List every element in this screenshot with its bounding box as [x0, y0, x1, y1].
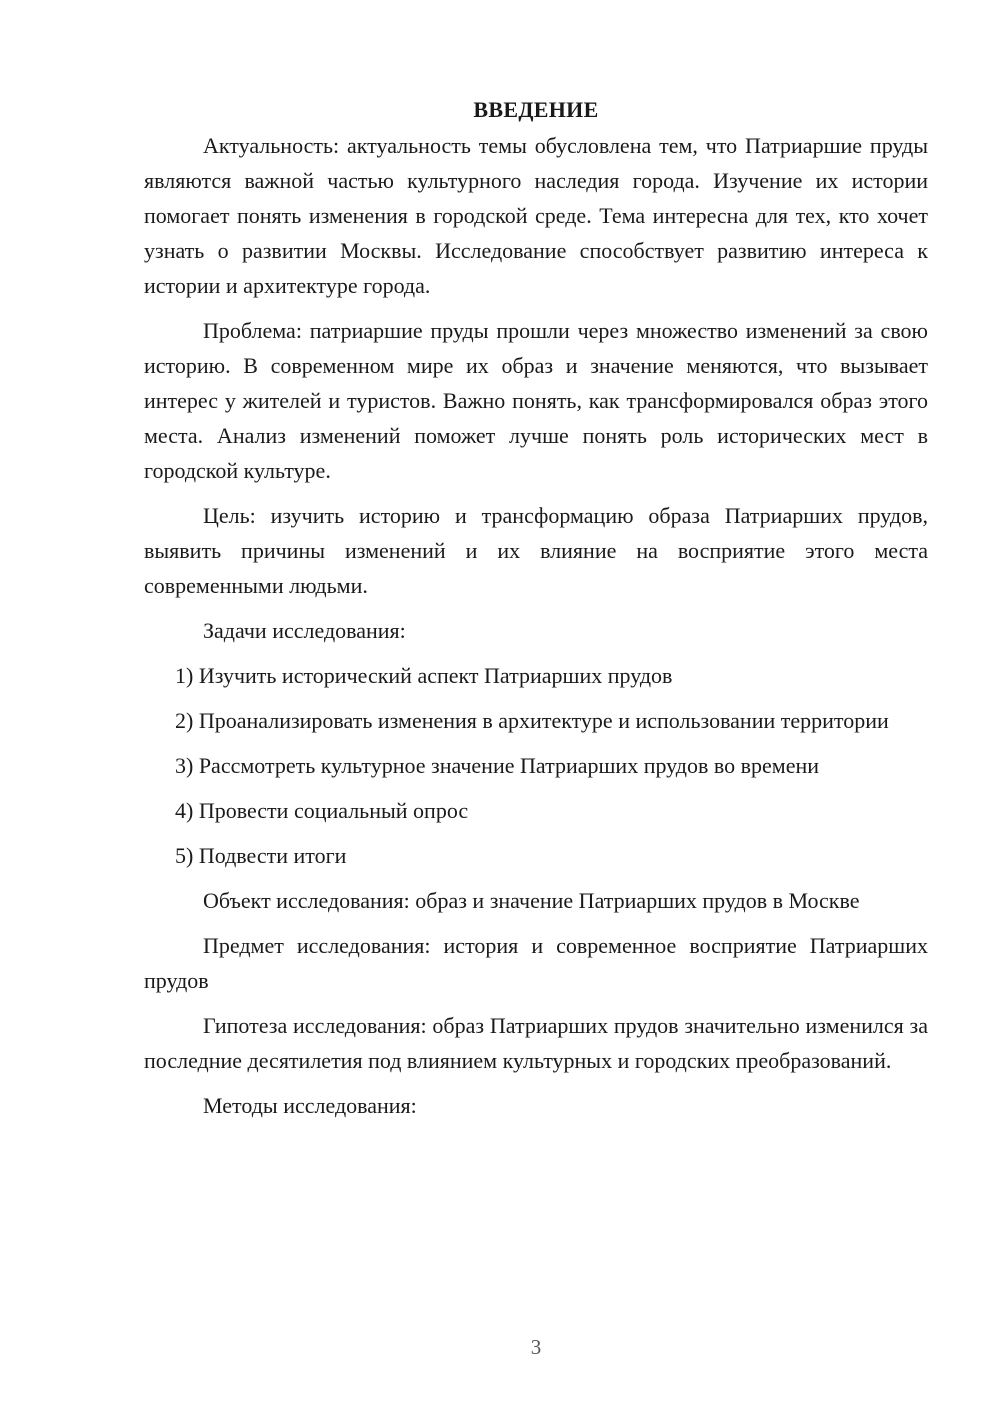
paragraph-hypothesis: Гипотеза исследования: образ Патриарших прудов значительно изменился за последние десятилетия под влиянием культурных и городских преобразований. [144, 1013, 928, 1073]
task-item-3: 3) Рассмотреть культурное значение Патриарших прудов во времени [175, 753, 820, 778]
paragraph-subject: Предмет исследования: история и современное восприятие Патриарших прудов [144, 933, 928, 993]
paragraph-problem: Проблема: патриаршие пруды прошли через множество изменений за свою историю. В современном мире их образ и значение меняются, что вызывает интерес у жителей и туристов. Важно понять, как трансформировался образ этого места. Анализ изменений поможет лучше понять роль исторических мест в городской культуре. [144, 318, 928, 483]
page-title: ВВЕДЕНИЕ [473, 97, 599, 122]
paragraph-goal: Цель: изучить историю и трансформацию образа Патриарших прудов, выявить причины изменений и их влияние на восприятие этого места современными людьми. [144, 503, 928, 598]
tasks-heading: Задачи исследования: [203, 618, 406, 643]
task-item-1: 1) Изучить исторический аспект Патриарших прудов [175, 663, 673, 688]
task-item-5: 5) Подвести итоги [175, 843, 347, 868]
task-item-2: 2) Проанализировать изменения в архитектуре и использовании территории [175, 708, 889, 733]
paragraph-relevance: Актуальность: актуальность темы обусловлена тем, что Патриаршие пруды являются важной частью культурного наследия города. Изучение их истории помогает понять изменения в городской среде. Тема интересна для тех, кто хочет узнать о развитии Москвы. Исследование способствует развитию интереса к истории и архитектуре города. [144, 133, 928, 298]
paragraph-object: Объект исследования: образ и значение Патриарших прудов в Москве [203, 888, 860, 913]
methods-heading: Методы исследования: [203, 1093, 417, 1118]
task-item-4: 4) Провести социальный опрос [175, 798, 469, 823]
page-content [144, 92, 928, 1123]
page-number: 3 [530, 1335, 542, 1359]
